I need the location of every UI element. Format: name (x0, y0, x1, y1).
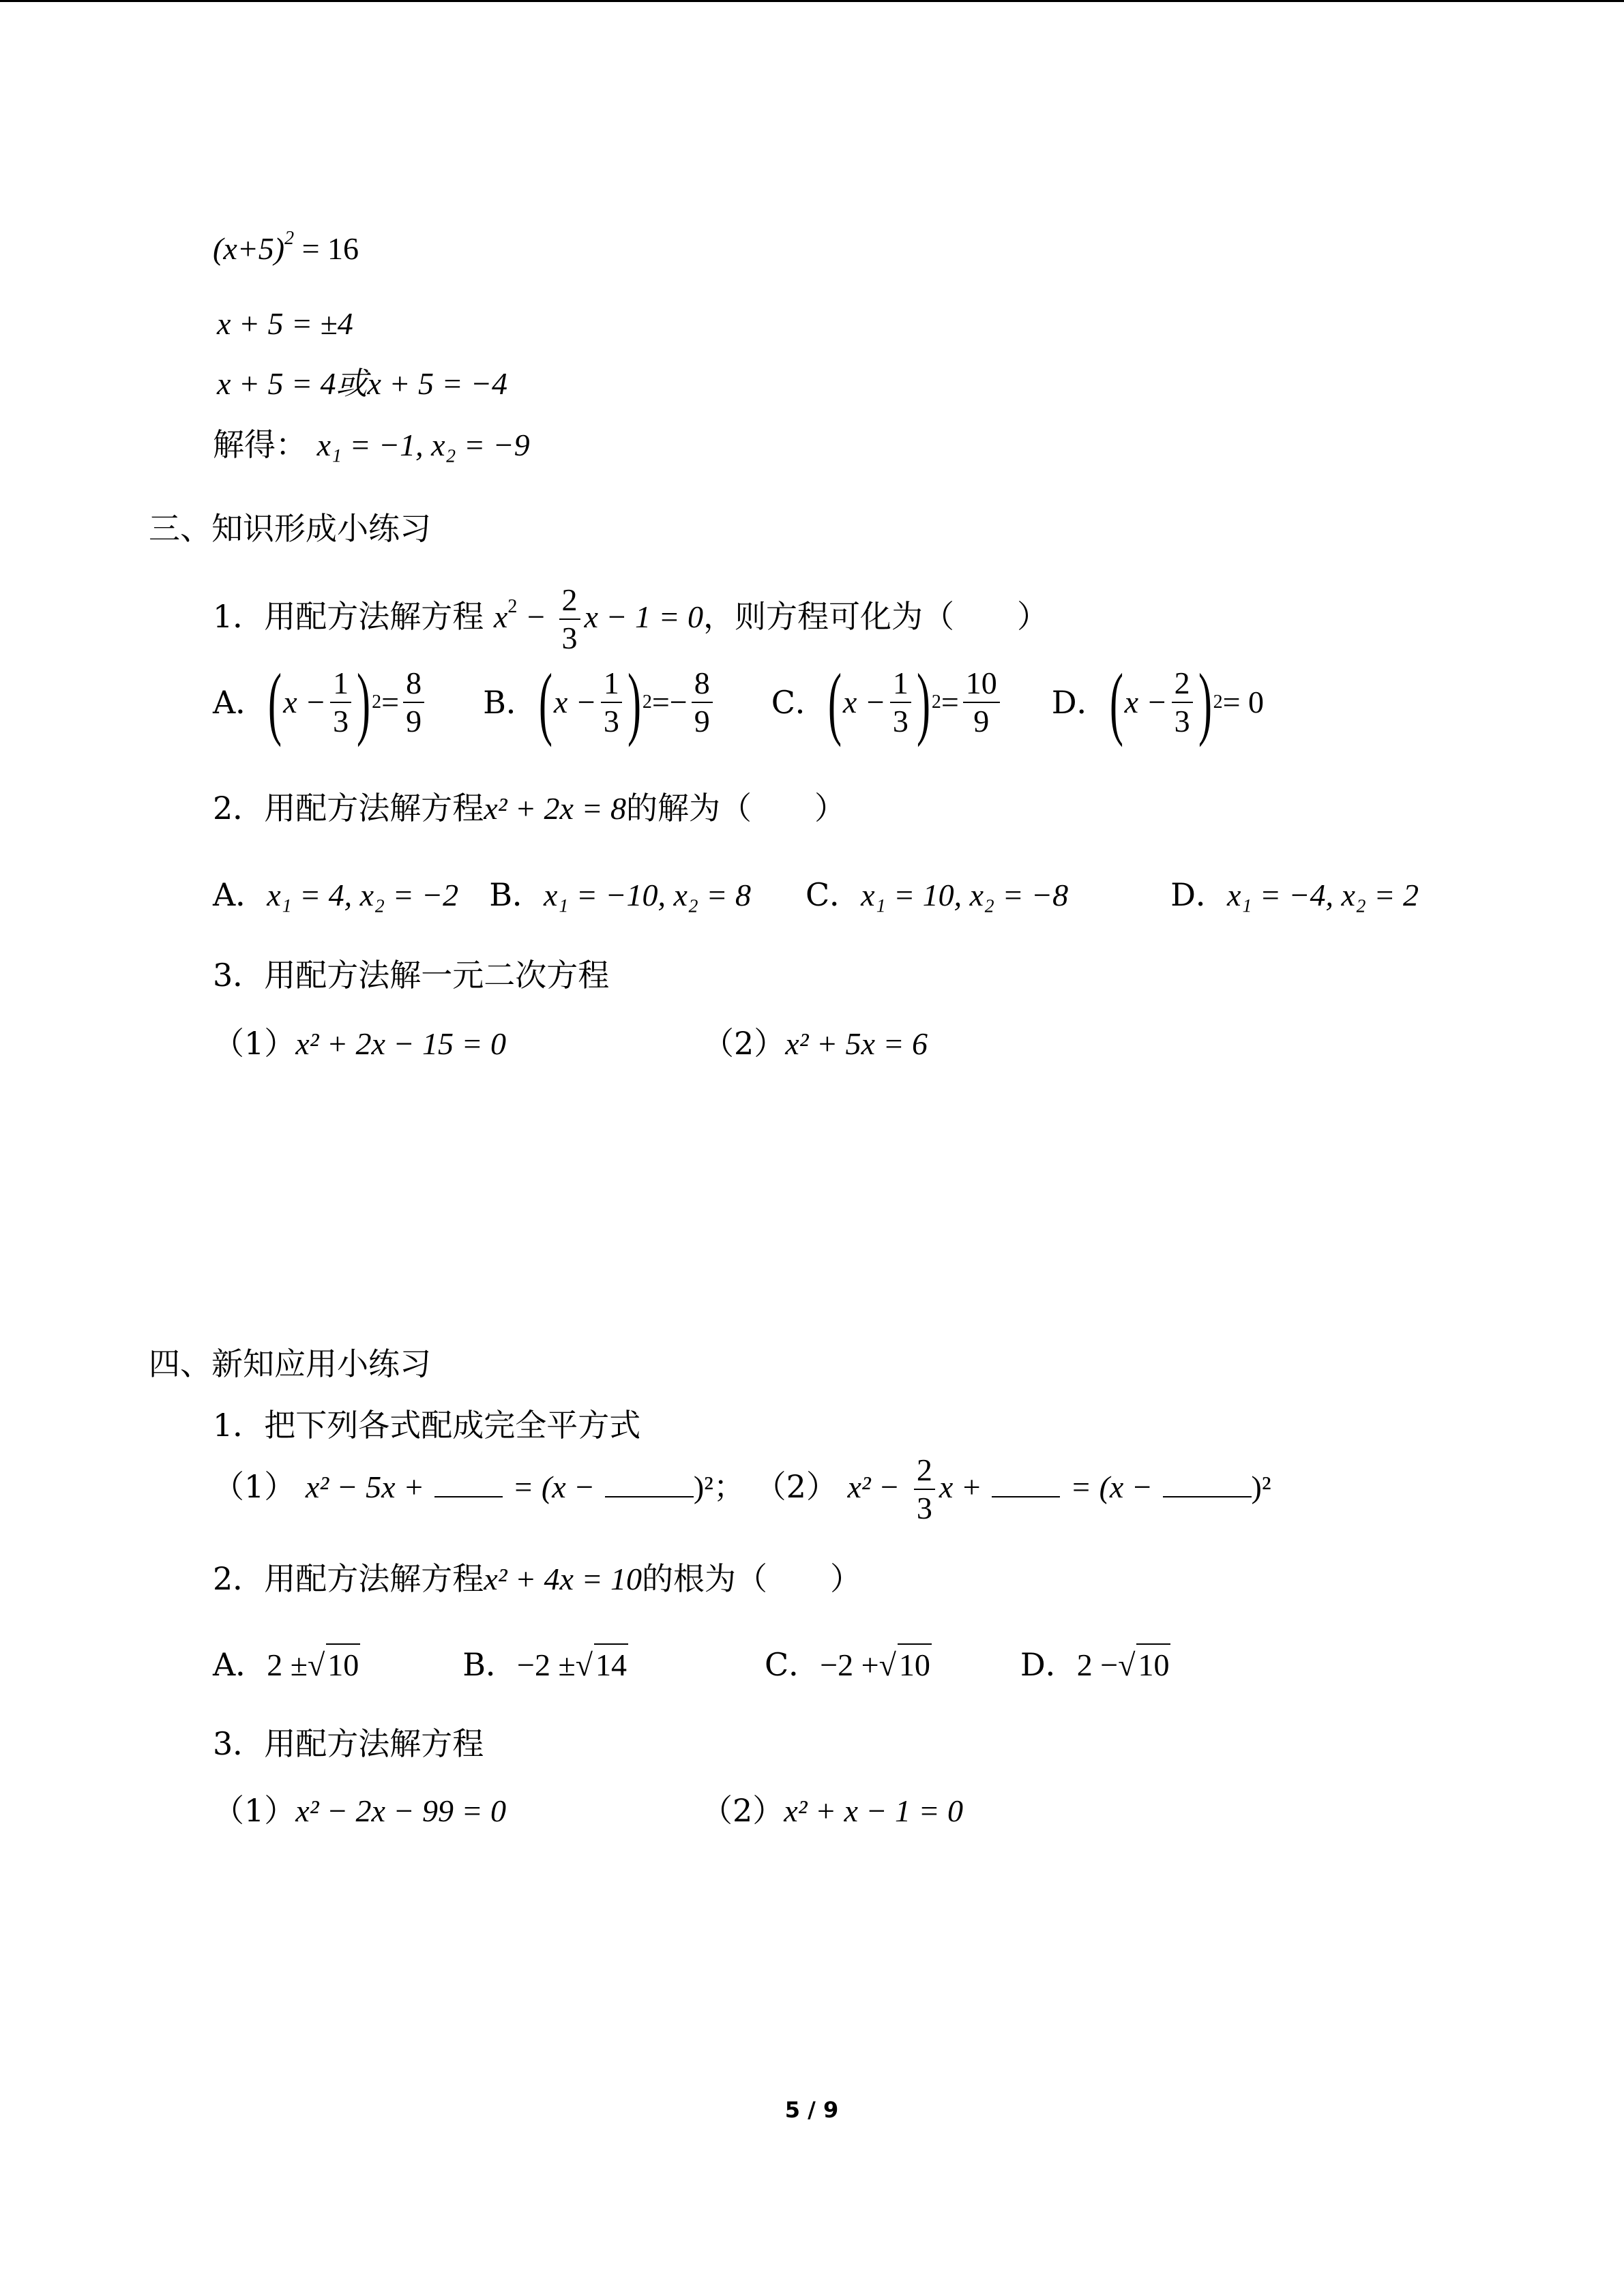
inner-term: x − (283, 685, 327, 719)
option-label: A． (213, 1646, 267, 1683)
fraction (1172, 665, 1193, 740)
option-label: D． (1051, 684, 1108, 721)
denominator: 9 (406, 704, 422, 739)
s3-q2-options (213, 874, 1419, 916)
option-prefix: −2 + (820, 1648, 879, 1682)
s4-q1-p2-blank-2[interactable] (1163, 1466, 1252, 1497)
rhs-fraction (403, 665, 424, 740)
option-c (806, 874, 1068, 916)
denominator: 3 (1174, 704, 1190, 739)
s3-q3-stem: 3．用配方法解一元二次方程 (213, 957, 610, 994)
bracketed-expression (1108, 657, 1223, 747)
denominator: 3 (333, 704, 349, 739)
section-4-title: 四、新知应用小练习 (149, 1345, 431, 1382)
left-paren: ( (538, 657, 552, 747)
inner-term: x − (842, 685, 886, 719)
radical-sign: √ (307, 1648, 325, 1682)
s4-q2-options (213, 1643, 1170, 1686)
left-paren: ( (268, 657, 282, 747)
radicand: 10 (1136, 1643, 1170, 1686)
s3-q1-stem: 1．用配方法解方程 $x^2$ − $\frac{2}{3}$ x − 1 = 0，则方程可化为（ ） (213, 582, 1049, 655)
solution-step-1: $(x+5)^2 = 16$ (213, 228, 359, 266)
option-b (462, 1643, 628, 1686)
radicand: 10 (898, 1643, 932, 1686)
s4-q1-stem: 1．把下列各式配成完全平方式 (213, 1407, 641, 1444)
exponent: 2 (642, 691, 652, 713)
top-rule (0, 0, 1624, 2)
sign: − (669, 685, 688, 719)
option-a (213, 657, 428, 747)
s4-q1-p1-blank-2[interactable] (605, 1466, 694, 1497)
denominator: 3 (603, 704, 619, 739)
option-d (1020, 1643, 1171, 1686)
fraction (330, 665, 351, 740)
s4-q2-stem: 2．用配方法解方程x² + 4x = 10的根为（ ） (213, 1560, 861, 1597)
right-paren: ) (1198, 657, 1212, 747)
option-prefix: 2 ± (267, 1648, 308, 1682)
s4-q3-part-1: （1）x² − 2x − 99 = 0 (213, 1792, 507, 1829)
s3-q2-stem: 2．用配方法解方程x² + 2x = 8的解为（ ） (213, 790, 846, 826)
option-a (213, 1643, 360, 1686)
option-label: D． (1170, 876, 1227, 913)
radical-sign: √ (1118, 1648, 1136, 1682)
radicand: 14 (594, 1643, 628, 1686)
option-c (771, 657, 1004, 747)
numerator: 8 (692, 665, 713, 703)
equals: = 0 (1222, 685, 1265, 719)
s3-q3-part-1: （1）x² + 2x − 15 = 0 (213, 1025, 507, 1062)
option-a (213, 874, 458, 916)
option-c (765, 1643, 932, 1686)
denominator: 9 (973, 704, 990, 739)
rhs-fraction (963, 665, 1000, 740)
solution-step-2: x + 5 = ±4 (217, 306, 353, 341)
fraction (890, 665, 911, 740)
right-paren: ) (916, 657, 930, 747)
option-label: C． (805, 876, 861, 913)
radical-sign: √ (575, 1648, 593, 1682)
option-label: B． (489, 876, 544, 913)
bracketed-expression (267, 657, 382, 747)
option-b (489, 874, 751, 916)
option-value: x₁ = 4, x₂ = −2 (267, 878, 459, 912)
option-value: x₁ = 10, x₂ = −8 (861, 878, 1069, 912)
s4-q3-stem: 3．用配方法解方程 (213, 1725, 484, 1762)
s4-q3-part-2: （2）x² + x − 1 = 0 (701, 1792, 964, 1829)
option-d (1051, 657, 1265, 747)
numerator: 1 (330, 665, 351, 703)
denominator: 3 (892, 704, 909, 739)
option-label: C． (771, 684, 827, 721)
radical-sign: √ (879, 1648, 896, 1682)
numerator: 10 (963, 665, 1000, 703)
right-paren: ) (627, 657, 641, 747)
equals: = (651, 685, 670, 719)
left-paren: ( (1109, 657, 1123, 747)
s4-q1-p2-blank-1[interactable] (992, 1466, 1060, 1497)
radicand: 10 (326, 1643, 360, 1686)
section-3-title: 三、知识形成小练习 (149, 510, 431, 547)
option-label: B． (462, 1646, 518, 1683)
option-value: x₁ = −4, x₂ = 2 (1227, 878, 1419, 912)
inner-term: x − (553, 685, 597, 719)
option-label: A． (213, 876, 267, 913)
equals: = (941, 685, 959, 719)
numerator: 1 (890, 665, 911, 703)
denominator: 9 (694, 704, 710, 739)
numerator: 8 (403, 665, 424, 703)
s4-q1-p1-blank-1[interactable] (434, 1466, 503, 1497)
fraction (601, 665, 622, 740)
rhs-fraction (692, 665, 713, 740)
s4-q1-parts: （1） x² − 5x + = (x − )²； （2） x² − $\frac{2}{3}$ x + = (x − )² (213, 1452, 1271, 1525)
exponent: 2 (931, 691, 941, 713)
solution-step-3: x + 5 = 4或x + 5 = −4 (217, 366, 508, 401)
page-number: 5 / 9 (784, 2097, 839, 2123)
s3-q3-part-2: （2）x² + 5x = 6 (703, 1025, 928, 1062)
option-label: D． (1020, 1646, 1077, 1683)
s3-q1-options (213, 658, 1264, 747)
left-paren: ( (827, 657, 842, 747)
exponent: 2 (1213, 691, 1223, 713)
option-b (483, 657, 717, 747)
equals: = (381, 685, 400, 719)
option-d (1170, 874, 1419, 916)
numerator: 1 (601, 665, 622, 703)
solution-step-4: 解得： x₁ = −1, x₂ = −9 (213, 426, 530, 463)
numerator: 2 (1172, 665, 1193, 703)
option-label: C． (765, 1646, 821, 1683)
inner-term: x − (1124, 685, 1168, 719)
option-label: B． (483, 684, 537, 721)
bracketed-expression (827, 657, 941, 747)
right-paren: ) (357, 657, 371, 747)
exponent: 2 (372, 691, 382, 713)
bracketed-expression (537, 657, 652, 747)
option-label: A． (213, 684, 267, 721)
option-prefix: 2 − (1076, 1648, 1119, 1682)
option-prefix: −2 ± (517, 1648, 576, 1682)
option-value: x₁ = −10, x₂ = 8 (544, 878, 751, 912)
